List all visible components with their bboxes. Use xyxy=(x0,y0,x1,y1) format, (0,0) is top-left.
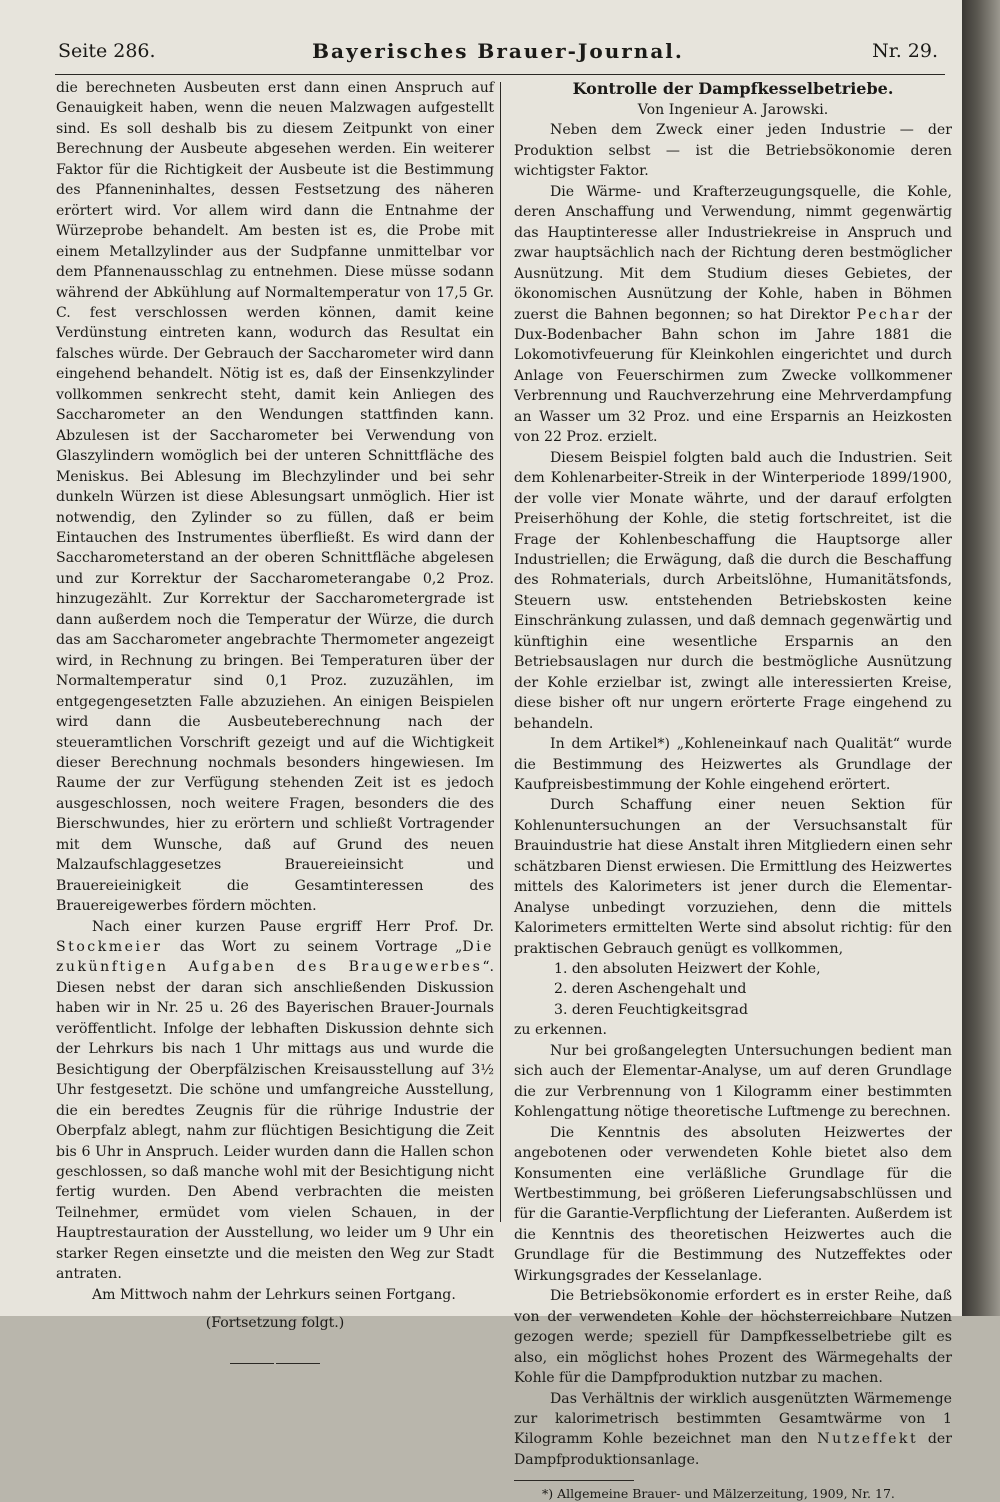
issue-number: Nr. 29. xyxy=(872,40,938,62)
continued-note: (Fortsetzung folgt.) xyxy=(205,1315,345,1332)
journal-title: Bayerisches Brauer-Journal. xyxy=(312,39,684,63)
properties-list xyxy=(514,959,952,1020)
running-head xyxy=(58,40,938,68)
right-paragraph-8: Die Betriebsökonomie erfordert es in erster Reihe, daß von der verwendeten Kohle der höchsterreichbare Nutzen gezogen werde; speziell für Dampfkesselbetriebe gilt es also, ein möglichst hohes Prozent des Wärmegehalts der Kohle für die Dampfproduktion nutzbar zu machen. xyxy=(514,1288,952,1387)
left-paragraph-3: Am Mittwoch nahm der Lehrkurs seinen Fortgang. xyxy=(92,1286,456,1303)
right-paragraph-3: Diesem Beispiel folgten bald auch die Industrien. Seit dem Kohlenarbeiter-Streik in der Winterperiode 1899/1900, der volle vier Monate währte, und der darauf erfolgten Preiserhöhung der Kohle, die stetig fortschreitet, ist die Frage der Kohlenbeschaffung die Hauptsorge aller Industriellen; die Erwägung, daß die durch die Beschaffung des Rohmaterials, durch Arbeitslöhne, Humanitätsfonds, Steuern usw. entstehenden Betriebskosten keine Einschränkung zulassen, und daß demnach gegenwärtig und künftighin eine wesentliche Ersparnis an den Betriebsauslagen nur durch die bestmögliche Ausnützung der Kohle erzielbar ist, zwingt alle interessierten Kreise, diese bisher oft nur ungern erörterte Frage eingehend zu behandeln. xyxy=(514,449,952,732)
right-column xyxy=(514,78,952,1502)
page-number: Seite 286. xyxy=(58,40,156,62)
director-name: Pechar xyxy=(856,306,922,323)
p2-text-b: der Dux-Bodenbacher Bahn schon im Jahre 1881 die Lokomotivfeuerung für Kleinkohlen eingerichtet und durch Anlage von Feuerschirmen zum Zwecke vollkommener Verbrennung und Rauchverzehrung eine Mehrverdampfung an Wasser um 32 Proz. und eine Ersparnis an Heizkosten von 22 Proz. erzielt. xyxy=(514,306,952,446)
right-paragraph-6: Nur bei großangelegten Untersuchungen bedient man sich auch der Elementar-Analyse, um auf deren Grundlage die zur Verbrennung von 1 Kilogramm einer bestimmten Kohlengattung nötige theoretische Luftmenge zu berechnen. xyxy=(514,1042,952,1121)
list-conclusion: zu erkennen. xyxy=(514,1022,607,1039)
term-nutzeffekt: Nutzeffekt xyxy=(817,1431,919,1448)
right-paragraph-9 xyxy=(514,1389,952,1471)
list-item: 3. deren Feuchtigkeitsgrad xyxy=(554,1001,748,1018)
p9-text-a: Das Verhältnis der wirklich ausgenützten Wärmemenge zur kalorimetrisch bestimmten Gesamtwärme von 1 Kilogramm Kohle bezeichnet man den xyxy=(514,1390,952,1448)
section-end-rule xyxy=(56,1350,494,1370)
right-paragraph-2 xyxy=(514,182,952,448)
article-byline: Von Ingenieur A. Jarowski. xyxy=(637,102,829,118)
left-paragraph-1: die berechneten Ausbeuten erst dann einen Anspruch auf Genauigkeit haben, wenn die neuen Malzwagen aufgestellt sind. Es soll deshalb bis zu diesem Zeitpunkt von einer Berechnung der Ausbeute abgesehen werden. Ein weiterer Faktor für die Richtigkeit der Ausbeute ist die Bestimmung des Pfanneninhaltes, dessen Festsetzung des näheren erörtert wird. Vor allem wird dann die Entnahme der Würzeprobe behandelt. Am besten ist es, die Probe mit einem Metallzylinder aus der Sudpfanne unmittelbar vor dem Pfannenausschlag zu entnehmen. Diese müsse sodann während der Abkühlung auf Normaltemperatur von 17,5 Gr. C. fest verschlossen werden können, damit keine Verdünstung eintreten kann, wodurch das Resultat ein falsches würde. Der Gebrauch der Saccharometer wird dann eingehend behandelt. Nötig ist es, daß der Einsenkzylinder vollkommen senkrecht steht, damit kein Anliegen des Saccharometer an den Wendungen stattfinden kann. Abzulesen ist der Saccharometer bei Verwendung von Glaszylindern womöglich bei der unteren Schnittfläche des Meniskus. Bei Ablesung im Blechzylinder und bei sehr dunkeln Würzen ist diese Ablesungsart unmöglich. Hier ist notwendig, den Zylinder so zu füllen, daß er beim Eintauchen des Instrumentes überfließt. Es wird dann der Saccharometerstand an der oberen Schnittfläche abgelesen und zur Korrektur der Saccharometerangabe 0,2 Proz. hinzugezählt. Zur Korrektur der Saccharometergrade ist dann außerdem noch die Temperatur der Würze, die durch das am Saccharometer angebrachte Thermometer angezeigt wird, in Rechnung zu bringen. Bei Temperaturen über der Normaltemperatur sind 0,1 Proz. zuzuzählen, im entgegengesetzten Falle abzuziehen. An einigen Beispielen wird dann die Ausbeuteberechnung nach der steueramtlichen Vorschrift gezeigt und auf die Wichtigkeit dieser Berechnung nochmals besonders hingewiesen. Im Raume der zur Verfügung stehenden Zeit ist es jedoch ausgeschlossen, noch weitere Fragen, besonders die des Bierschwundes, hier zu erörtern und schließt Vortragender mit dem Wunsche, daß auf Grund des neuen Malzaufschlaggesetzes Brauereieinsicht und Brauereieinigkeit die Gesamtinteressen des Brauereigewerbes fördern möchten. xyxy=(56,80,494,915)
page-edge-shadow xyxy=(962,0,1000,1316)
column-divider xyxy=(500,82,501,1222)
header-rule xyxy=(55,74,945,75)
right-paragraph-5: Durch Schaffung einer neuen Sektion für Kohlenuntersuchungen an der Versuchsanstalt für Brauindustrie hat diese Anstalt ihren Mitgliedern einen sehr schätzbaren Dienst erwiesen. Die Ermittlung des Heizwertes mittels des Kalorimeters ist jener durch die Elementar-Analyse unbedingt vorzuziehen, denn die mittels Kalorimeters ermittelten Werte sind absolut richtig: für den praktischen Gebrauch genügt es vollkommen, xyxy=(514,797,952,957)
right-paragraph-7: Die Kenntnis des absoluten Heizwertes der angebotenen oder verwendeten Kohle bietet also dem Konsumenten eine verläßliche Grundlage für die Wertbestimmung, bei größeren Lieferungsabschlüssen und für die Garantie-Verpflichtung der Lieferanten. Außerdem ist die Kenntnis des theoretischen Heizwertes auch die Grundlage für die Bestimmung des Nutzeffektes oder Wirkungsgrades der Kesselanlage. xyxy=(514,1124,952,1284)
para2-text-a: Nach einer kurzen Pause ergriff Herr Prof. Dr. xyxy=(92,918,494,935)
para2-text-c: “. Diesen nebst der daran sich anschließenden Diskussion haben wir in Nr. 25 u. 26 des Bayerischen Brauer-Journals veröffentlicht. Infolge der lebhaften Diskussion dehnte sich der Lehrkurs bis nach 1 Uhr mittags aus und wurde die Besichtigung der Oberpfälzischen Kreisausstellung auf 3½ Uhr festgesetzt. Die schöne und umfangreiche Ausstellung, die ein beredtes Zeugnis für die rührige Industrie der Oberpfalz ablegt, nahm zur flüchtigen Besichtigung die Zeit bis 6 Uhr in Anspruch. Leider wurden dann die Hallen schon geschlossen, so daß manche wohl mit der Besichtigung nicht fertig wurden. Den Abend verbrachten die meisten Teilnehmer, ermüdet vom vielen Schauen, in der Hauptrestauration der Ausstellung, wo leider um 9 Uhr ein starker Regen einsetzte und die meisten den Weg zur Stadt antraten. xyxy=(56,959,494,1283)
left-column xyxy=(56,78,494,1370)
left-paragraph-2 xyxy=(56,917,494,1285)
list-item: 2. deren Aschengehalt und xyxy=(554,981,747,998)
article-title: Kontrolle der Dampfkesselbetriebe. xyxy=(572,79,894,98)
footnote: *) Allgemeine Brauer- und Mälzerzeitung, 1909, Nr. 17. xyxy=(542,1486,895,1502)
lecture-title: Die zukünftigen Aufgaben des Braugewerbes xyxy=(56,939,494,976)
p9-text-b: der Dampfproduktionsanlage. xyxy=(514,1431,952,1468)
para2-text-b: das Wort zu seinem Vortrage „ xyxy=(162,939,463,956)
right-paragraph-1: Neben dem Zweck einer jeden Industrie — der Produktion selbst — ist die Betriebsökonomie deren wichtigster Faktor. xyxy=(514,122,952,180)
speaker-name: Stockmeier xyxy=(56,939,163,956)
list-item: 1. den absoluten Heizwert der Kohle, xyxy=(554,961,821,978)
right-paragraph-4: In dem Artikel*) „Kohleneinkauf nach Qualität“ wurde die Bestimmung des Heizwertes als Grundlage der Kaufpreisbestimmung der Kohle eingehend erörtert. xyxy=(514,736,952,793)
p2-text-a: Die Wärme- und Krafterzeugungsquelle, die Kohle, deren Anschaffung und Verwendung, nimmt gegenwärtig das Hauptinteresse aller Industriekreise in Anspruch und zwar hauptsächlich nach der Richtung deren bestmöglicher Ausnützung. Mit dem Studium dieses Gebietes, der ökonomischen Ausnützung der Kohle, haben in Böhmen zuerst die Bahnen begonnen; so hat Direktor xyxy=(514,183,952,323)
footnote-rule xyxy=(514,1480,634,1481)
